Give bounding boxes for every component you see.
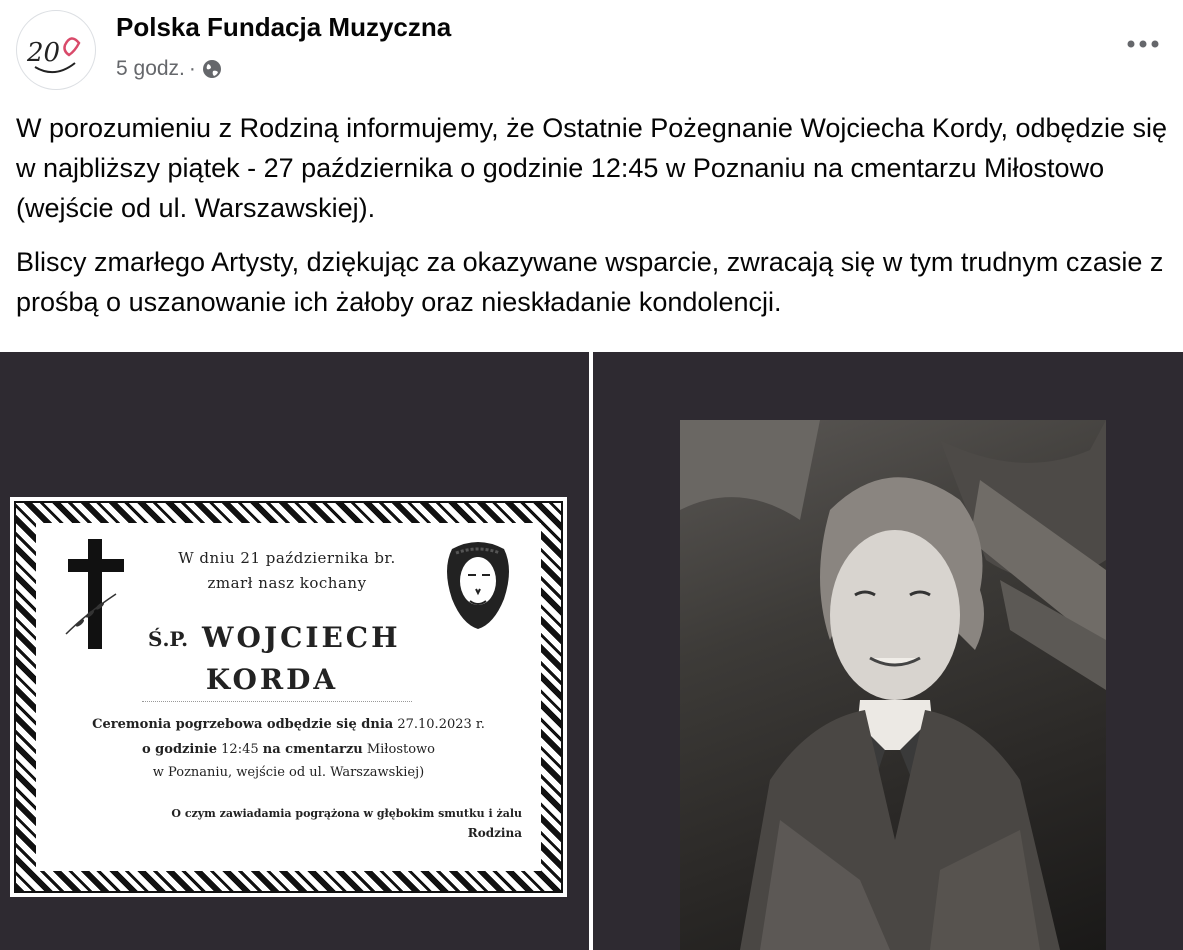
post-header [0,0,1183,100]
obituary-image[interactable] [0,352,589,950]
time-label-start: o godzinie [141,742,218,757]
ceremony-time: 12:45 [221,742,259,757]
signature: Rodzina [467,826,522,840]
ceremony-line [52,717,525,732]
page-avatar[interactable] [16,10,96,90]
obituary-last-name: KORDA [205,663,339,696]
closing-line: O czym zawiadamia pogrążona w głębokim smutku i żalu [171,807,522,820]
post-media [0,352,1183,950]
divider [142,701,412,702]
post-meta [116,57,224,81]
cemetery-name: Miłostowo [366,742,435,757]
cross-icon [62,539,132,649]
post-paragraph: W porozumieniu z Rodziną informujemy, że Ostatnie Pożegnanie Wojciecha Kordy, odbędzie się w najbliższy piątek - 27 października o godzinie 12:45 w Poznaniu na cmentarzu Miłostowo (wejście od ul. Warszawskiej). [16,113,1168,223]
ceremony-label: Ceremonia pogrzebowa odbędzie się dnia [92,717,394,732]
obituary-line-2: zmarł nasz kochany [207,574,367,592]
svg-text:20: 20 [27,38,61,68]
christ-portrait-icon [432,539,524,631]
more-horizontal-icon [1125,36,1161,54]
obituary-line-1: W dniu 21 października br. [178,549,396,567]
time-line [52,742,525,757]
globe-icon [200,57,224,81]
portrait-image[interactable] [593,352,1183,950]
post-body [16,108,1176,336]
obituary-card [10,497,567,897]
post-paragraph: Bliscy zmarłego Artysty, dziękując za okazywane wsparcie, zwracają się w tym trudnym czasie z prośbą o uszanowanie ich żałoby oraz nieskładanie kondolencji. [16,247,1164,317]
obituary-prefix: Ś.P. [148,627,189,651]
portrait-photo [680,420,1106,950]
post-timestamp[interactable]: 5 godz. [116,57,185,80]
time-label-end: na cmentarzu [262,742,363,757]
page-name-link[interactable]: Polska Fundacja Muzyczna [116,12,452,42]
logo-icon [17,11,96,90]
ceremony-date: 27.10.2023 r. [397,717,485,732]
location-line: w Poznaniu, wejście od ul. Warszawskiej) [152,765,425,780]
obituary-first-name: WOJCIECH [202,621,401,654]
meta-separator: · [188,57,196,80]
obituary-content [52,539,525,855]
more-options-button[interactable] [1123,30,1163,60]
